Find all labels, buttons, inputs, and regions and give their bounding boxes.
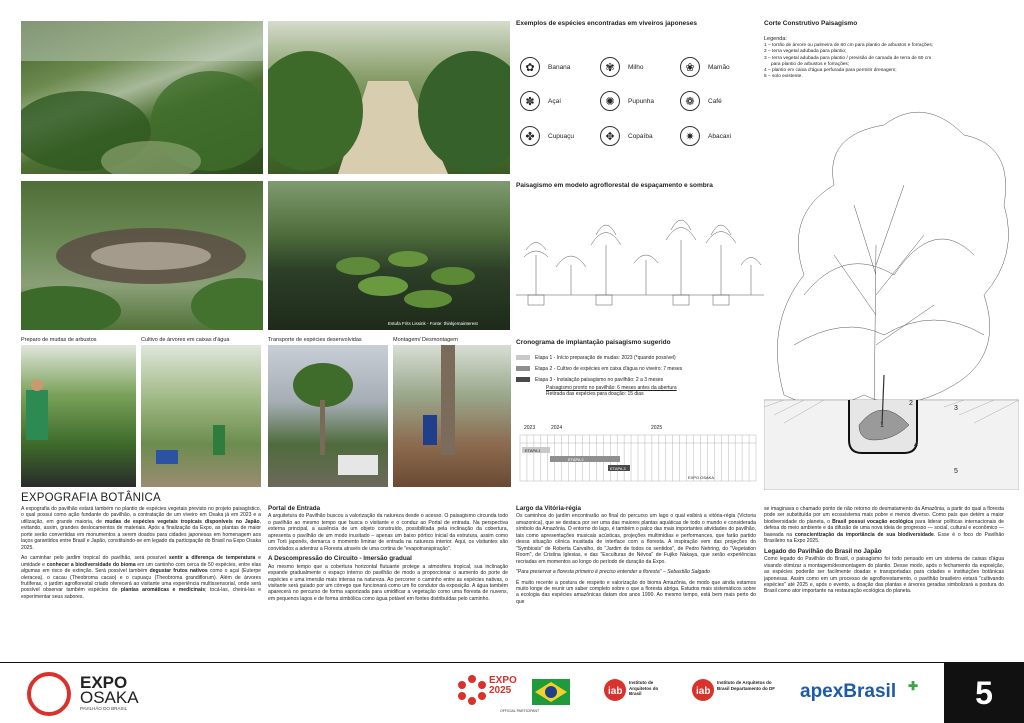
photo-mudas — [21, 345, 136, 487]
stage-note-2: Retirada das espécies para doação: 15 dias — [546, 391, 644, 397]
papaya-icon: ❀ — [680, 57, 700, 77]
bar-label-expo: EXPO OSAKA — [688, 475, 715, 480]
species-copaiba: ✥ Copaíba — [600, 125, 653, 147]
page-number: 5 — [944, 663, 1024, 723]
section-number-3: 3 — [954, 405, 958, 412]
iab-text: Instituto de Arquitetos do Brasil — [629, 680, 659, 696]
apex-brasil-logo: apexBrasil — [800, 681, 897, 702]
photo-gathering — [21, 181, 263, 330]
section-number-5: 5 — [954, 468, 958, 475]
species-abacaxi: ✷ Abacaxi — [680, 125, 731, 147]
column-3: Largo da Vitória-régia Os caminhos do jardim encontrarão ao final do percurso um lago o qual exibirá a vitória-régia (Victoria amazonica), que se destaca por ser uma das maiores plantas aquáticas de todo o mundo e considerada símbolo da Amazônia. O entorno do lago, é também o palco das mais importantes atividades do pavilhão, tais como apresentações musicais acústicas, projeções multimídias e performances, que farão partido dessa situação cênica inusitada de interface com a floresta. A inspiração vem das projeções do "Symbiosis" de Roberta Carvalho, do "Jardim de todos os sentidos", de Pedro Nehring, do "Vegetation Room", de Cristina Iglesias, e das "Esculturas de Névoa" de Fujiko Nakaya, que serão experiências recriadas em momentos ao longo do período de duração da Expo. "Para preservar a floresta primeiro é preciso entender a floresta" – Sebastião Salgado É muito recente a postura de respeito e valorização do bioma Amazônia, de modo que ainda estamos muito longe de reunir um saber completo sobre o que a floresta abriga. Estudos mais sistemáticos sobre a ecologia das espécies amazônicas datam dos anos 1990. Ao mesmo tempo, está bem mais perto do que — [516, 505, 756, 605]
section-number-1: 1 — [880, 422, 884, 429]
caption-mudas: Preparo de mudas de arbustos — [21, 337, 97, 343]
largo-title: Largo da Vitória-régia — [516, 505, 581, 512]
expo-osaka-logo-icon — [24, 669, 74, 719]
legend-title: Legenda: — [764, 36, 787, 42]
pineapple-icon: ✷ — [680, 126, 700, 146]
legend-item: para plantio de arbustos e forrações; — [771, 61, 850, 67]
crono-legend — [516, 352, 761, 397]
photo-credit: Estufa Frits Lissink - Fonte: thinkjemainterest — [388, 321, 478, 326]
photo-cultivo — [141, 345, 261, 487]
agro-title: Paisagismo em modelo agroflorestal de espaçamento e sombra — [516, 182, 713, 189]
iab-logo-icon — [604, 679, 626, 701]
legend-item: 1 – torrão de árvore ou palmeira de 60 cm para plantio de arbustos e forrações; — [764, 43, 934, 49]
stage-note-1: Paisagismo pronto no pavilhão: 6 meses antes da abertura — [546, 385, 677, 391]
section-drawing — [764, 95, 1019, 490]
photo-greenhouse-1 — [21, 21, 263, 174]
legend-item: 3 – terra vegetal adubada para plantio / previsão de camada de terra de 60 cm — [764, 55, 932, 61]
bar-etapa-2 — [550, 456, 620, 462]
species-mamao: ❀ Mamão — [680, 56, 730, 78]
descomp-title: A Descompressão do Circuito - Imersão gradual — [268, 555, 412, 563]
caption-transporte: Transporte de espécies desenvolvidas — [268, 337, 362, 343]
column-1: A expografia do pavilhão estará também no plantio de espécies vegetais previsto no projeto paisagístico, o qual possui como ação fundante do pavilhão, a contratação de um viveiro em Osaka já em 2023 e a utilização, em grande maioria, de mudas de espécies vegetais tropicais disponíveis no Japão, evitando, assim, grandes deslocamentos de materiais. Após a finalização da Expo, as plantas de maior porte serão convertidas em monumentos a serem doados para cidades japonesas em homenagem aos laços garantidos entre Brasil e Japão, constituindo-se em legado da participação do Brasil na Expo Osaka 2025. Ao caminhar pelo jardim tropical do pavilhão, será possível sentir a diferença de temperatura e umidade e conhecer a biodiversidade do bioma em um caminho com cerca de 50 espécies, entre elas algumas em risco de extinção. Será possível também degustar frutos nativos como o açaí (Euterpe oleracea), o cacau (Theobroma cacao) e o cupuaçu (Theobroma grandiflorum). Além de árvores frutíferas, o jardim agroflorestal criado oferecerá ao visitante uma experiência multissensorial, onde será possível observar também espécies de plantas aromáticas e medicinais; tocá-las, cheirá-las e experimentar seus sabores. — [21, 506, 262, 600]
photo-greenhouse-path — [268, 21, 510, 174]
photo-montagem — [393, 345, 511, 487]
brazil-flag-icon — [532, 679, 570, 705]
legend-item: 4 – plantio em caixa d'água perfurada para permitir drenagem; — [764, 68, 897, 74]
legend — [764, 36, 1014, 80]
banana-tree-icon: ✿ — [520, 57, 540, 77]
species-pupunha: ✺ Pupunha — [600, 90, 654, 112]
portal-title: Portal de Entrada — [268, 505, 321, 512]
stage-2: Etapa 2 - Cultivo de espécies em caixa d'água no viveiro: 7 meses — [516, 363, 761, 374]
agro-landscape-drawing — [516, 195, 764, 315]
column-4: se imaginava o chamado ponto de não retorno do desmatamento da Amazônia, a partir do qual a floresta pode ser substituída por um ecossistema mais pobre e menos diverso. Como país que detém a maior biodiversidade do planeta, o Brasil possui vocação ecológica para liderar políticas internacionais de defesa do meio ambiente e da difusão de uma nova ideia de progresso — social, cultural e econômico — baseada na conscientização da importância de sua biodiversidade. Esse é o foco do Pavilhão Brasileiro na Expo 2025. Legado do Pavilhão do Brasil no Japão Como legado do Pavilhão do Brasil, o paisagismo foi todo pensado em um sistema de caixas d'água visando otimizar a montagem/desmontagem do plantio. Desse modo, após o fechamento da exposição, as espécies poderão ser facilmente doadas e transportadas para cidades e instituições botânicas japonesas. Assim como em um processo de agroflorestamento, o pavilhão brasileiro estará "cultivando espécies" até 2025 e, após o evento, a doação das plantas e árvores geradas simbolizará a postura do Brasil como ator importante na restauração ecológica do planeta. — [764, 506, 1004, 595]
year-2024: 2024 — [551, 425, 563, 431]
pupunha-palm-icon: ✺ — [600, 91, 620, 111]
species-banana: ✿ Banana — [520, 56, 570, 78]
legend-item: 5 – solo existente. — [764, 74, 803, 80]
year-2023: 2023 — [524, 425, 536, 431]
iab-df-text: Instituto de Arquitetos do Brasil Departamento do DF — [717, 680, 776, 691]
svg-text:iab: iab — [608, 686, 623, 697]
species-title: Exemplos de espécies encontradas em viveiros japoneses — [516, 20, 698, 27]
gantt-chart — [516, 421, 761, 483]
expo-osaka-wordmark: EXPO OSAKA PAVILHÃO DO BRASIL — [80, 673, 139, 711]
bar-label-2: ETAPA 2 — [568, 457, 584, 462]
footer — [0, 662, 1024, 723]
year-2025: 2025 — [651, 425, 663, 431]
column-2: Portal de Entrada A arquitetura do Pavilhão buscou a valorização da natureza desde o acesso. O paisagismo circunda todo o pavilhão ao mesmo tempo que busca o visitante e o conduz ao Portal de entrada. Na perspectiva externa principal, a ausência de um objeto construído, possibilitada pela inclinação da cobertura, apresenta o pavilhão de um modo inusitado – apenas um baixo pórtico inicial da estrutura, assim como um Torii japonês, demarca o momento liminar de entrada na natureza interior. Aqui, os visitantes são convidados a adentrar a Floresta através de uma cortina de "evapotranspiração". A Descompressão do Circuito - Imersão gradual Ao mesmo tempo que a cobertura horizontal flutuante protege a atmosfera tropical, sua inclinação expande gradualmente o espaço interno do pavilhão de modo a proporcionar o aumento do porte de espécies e uma imersão mais intensa na natureza. Ao percorrer o caminho entre as espécies nativas, o visitante será guiado por um córrego que funcionará como um fio condutor da exposição. A água também aparecerá no percurso de forma vaporizada para umidificar a vegetação como uma floresta de nuvens, em pequenos lagos e de forma simbólica como água potável em fontes distribuídas pelo caminho. — [268, 505, 508, 602]
official-participant: OFFICIAL PARTICIPANT — [500, 709, 540, 713]
expo-2025-mascot-icon — [457, 675, 487, 705]
stage-1: Etapa 1 - Início preparação de mudas: 2023 (*quando possível) — [516, 352, 761, 363]
svg-text:iab: iab — [696, 686, 711, 697]
coffee-plant-icon: ❁ — [680, 91, 700, 111]
section-number-4: 4 — [914, 442, 918, 449]
quote: "Para preservar a floresta primeiro é preciso entender a floresta" – Sebastião Salgado — [516, 569, 710, 576]
apex-plus-icon: ✚ — [908, 679, 919, 693]
photo-victoria-regia — [268, 181, 510, 330]
stage-3: Etapa 3 - Instalação paisagismo no pavilhão: 2 a 3 meses — [516, 374, 761, 385]
species-cupuacu: ✤ Cupuaçu — [520, 125, 574, 147]
expo-2025-wordmark: EXPO 2025 — [489, 675, 517, 696]
bar-label-1: ETAPA 1 — [525, 448, 541, 453]
iab-df-logo-icon — [692, 679, 714, 701]
acai-palm-icon: ✽ — [520, 91, 540, 111]
section-number-2: 2 — [909, 400, 913, 407]
caption-cultivo: Cultivo de árvores em caixas d'água — [141, 337, 230, 343]
copaiba-icon: ✥ — [600, 126, 620, 146]
caption-montagem: Montagem/ Desmontagem — [393, 337, 458, 343]
legado-title: Legado do Pavilhão do Brasil no Japão — [764, 547, 882, 555]
corte-title: Corte Construtivo Paisagismo — [764, 20, 858, 27]
page-title: EXPOGRAFIA BOTÂNICA — [21, 492, 161, 504]
species-acai: ✽ Açaí — [520, 90, 561, 112]
species-milho: ✾ Milho — [600, 56, 644, 78]
photo-transporte — [268, 345, 388, 487]
corn-icon: ✾ — [600, 57, 620, 77]
cupuacu-icon: ✤ — [520, 126, 540, 146]
legend-item: 2 – terra vegetal adubada para plantio; — [764, 49, 847, 55]
bar-label-3: ETAPA 3 — [610, 466, 626, 471]
crono-title: Cronograma de implantação paisagismo sugerido — [516, 339, 671, 346]
species-cafe: ❁ Café — [680, 90, 722, 112]
